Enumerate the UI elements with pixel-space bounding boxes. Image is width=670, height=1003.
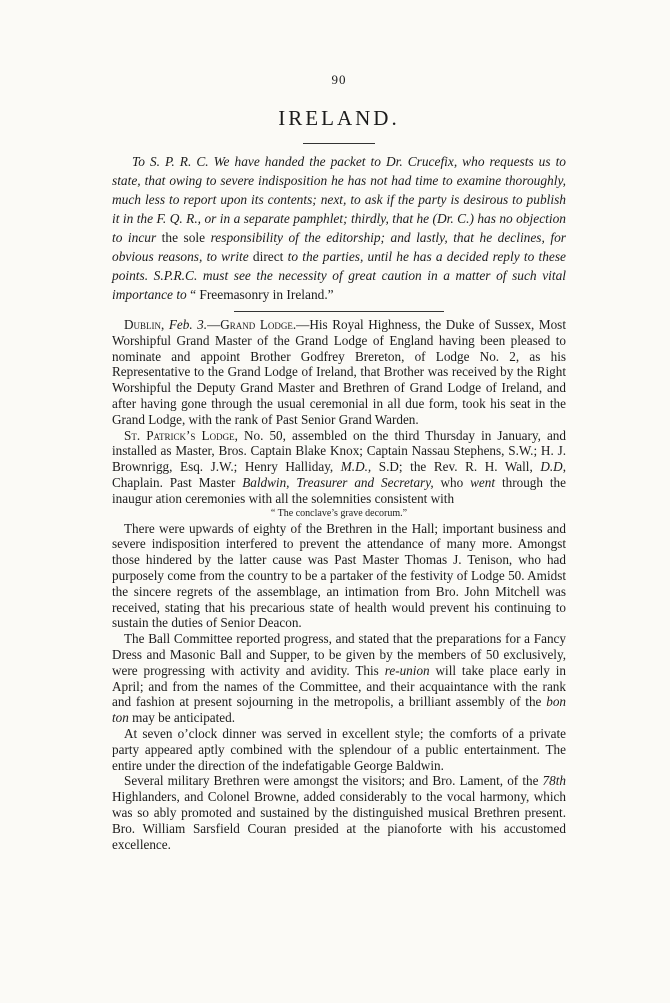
notice-quote: “ Freemasonry in Ireland.” [190, 287, 334, 302]
quoted-motto: “ The conclave’s grave decorum.” [270, 507, 408, 519]
paragraph-attendance: There were upwards of eighty of the Brethren in the Hall; important business and severe indisposition interfered to prevent the attendance of many more. Amongst those hindered by the latter cause was Past Master Thomas J. Tenison, who had purposely come from the country to be a partaker of the festivity of Lodge 50. Amidst the sincere regrets of the assemblage, an intimation from Bro. John Mitchell was received, stating that his precarious state of health would prevent his continuing to sustain the duties of Senior Deacon. [112, 520, 566, 631]
page-number: 90 [331, 72, 347, 87]
notice-text: We have handed the packet to Dr. Crucefix, who requests us to state, that owing to severe indisposition he has not had time to examine thoroughly, much less to report upon its contents; next, to ask if the party is desirous to publish it in the F. Q. R., or in a separate pamphlet; thirdly, that he (Dr. C.) has no objection to incur [112, 154, 566, 245]
notice-upright-text: direct [252, 249, 284, 264]
paragraph-text: who [433, 474, 471, 490]
paragraph-text: The Ball Committee reported progress, and stated that the preparations for a Fancy Dress and Masonic Ball and Supper, to be given by the members of 50 exclusively, were progressing with activity and avidity. This [112, 631, 566, 678]
paragraph-grand-lodge [112, 317, 566, 428]
paragraph-italic: went [470, 474, 496, 490]
paragraph-ball-committee [112, 631, 566, 726]
paragraph-text: , Chaplain. Past Master [112, 459, 566, 490]
lodge-heading: Grand Lodge. [220, 317, 297, 332]
paragraph-text: may be anticipated. [128, 710, 236, 726]
dateline-dash: — [207, 317, 221, 332]
notice-addressee: To S. P. R. C. [132, 154, 209, 169]
paragraph-dinner: At seven o’clock dinner was served in excellent style; the comforts of a private party appeared aptly combined with the splendour of a public entertainment. The entire under the direction of the indefatigable George Baldwin. [112, 725, 566, 773]
paragraph-text: Several military Brethren were amongst the visitors; and Bro. Lament, of the [124, 773, 543, 789]
paragraph-italic: D.D [540, 459, 563, 475]
paragraph-italic: 78th [542, 773, 566, 789]
paragraph-italic: re-union [384, 662, 430, 678]
title-rule [303, 143, 375, 144]
paragraph-text: Highlanders, and Colonel Browne, added considerably to the vocal harmony, which was so ably promoted and sustained by the distinguished musical Brethren present. Bro. William Sarsfield Couran presided at the pianoforte with his accustomed excellence. [112, 789, 566, 852]
paragraph-italic: Baldwin, Treasurer and Secretary, [242, 474, 434, 490]
paragraph-text: No. 50, assembled on the third Thursday in January, and installed as Master, Bros. Captain Blake Knox; Captain Nassau Stephens, S.W.; H. J. Brownrigg, Esq. J.W.; Henry Halliday, [112, 427, 566, 475]
dateline-date: Feb. 3. [164, 317, 208, 332]
lodge-heading: St. Patrick’s Lodge, [124, 427, 238, 443]
page-title: IRELAND. [278, 106, 400, 130]
notice-text: to the parties, until he has a decided reply to these points. S.P.R.C. must see the necessity of great caution in a matter of such vital importance to [112, 249, 566, 302]
paragraph-text: will take place early in April; and from the names of the Committee, and their acquaintance with the rank and fashion at present sojourning in the metropolis, a brilliant assembly of the [112, 662, 566, 710]
notice-text: responsibility of the editorship; and lastly, that he declines, for obvious reasons, to write [112, 230, 566, 264]
notice-upright-text: the sole [161, 230, 206, 245]
dateline-place: Dublin, [124, 317, 165, 332]
paragraph-italic: bon ton [112, 694, 566, 726]
paragraph-italic: M.D., [340, 459, 372, 475]
paragraph-text: through the inaugur ation ceremonies with all the solemnities consistent with [112, 474, 566, 506]
paragraph-text: —His Royal Highness, the Duke of Sussex, Most Worshipful Grand Master of the Grand Lodge of England having been pleased to nominate and appoint Brother Godfrey Brereton, of Lodge No. 2, as his Representative to the Grand Lodge of Ireland, that Brother was received by the Right Worshipful the Deputy Grand Master and Brethren of Grand Lodge of Ireland, and after having gone through the usual ceremonial in all due form, took his seat in the Grand Lodge, with the rank of Past Senior Grand Warden. [112, 317, 566, 427]
section-rule [234, 311, 444, 312]
paragraph-text: S.D; the Rev. R. H. Wall, [371, 459, 541, 475]
paragraph-visitors [112, 773, 566, 852]
correspondent-notice [112, 152, 566, 304]
paragraph-st-patricks-lodge [112, 428, 566, 507]
